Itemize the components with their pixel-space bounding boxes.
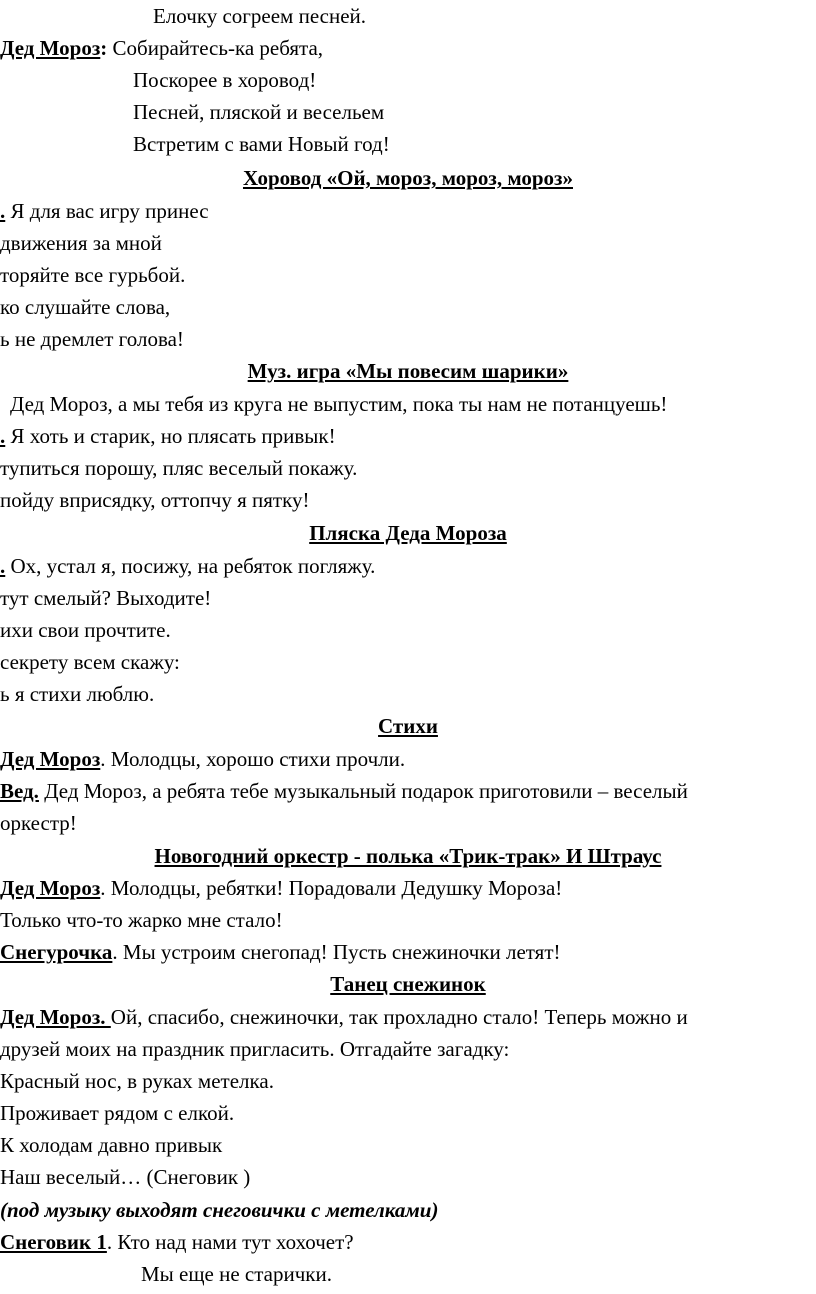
line-text: Ох, устал я, посижу, на ребяток погляжу. bbox=[5, 554, 376, 578]
speaker-name: Дед Мороз bbox=[0, 876, 101, 900]
dialogue-line bbox=[0, 872, 562, 904]
line-text: Дед Мороз, а мы тебя из круга не выпустим, пока ты нам не потанцуешь! bbox=[10, 392, 668, 416]
line-text: ь я стихи люблю. bbox=[0, 682, 155, 706]
speaker-name: Вед. bbox=[0, 779, 39, 803]
line-text: ихи свои прочтите. bbox=[0, 618, 171, 642]
dialogue-line bbox=[0, 743, 405, 775]
section-heading bbox=[0, 710, 816, 742]
line-text: Красный нос, в руках метелка. bbox=[0, 1069, 274, 1093]
section-heading bbox=[0, 840, 816, 872]
verse-line bbox=[0, 484, 310, 516]
speaker-name: Снеговик 1 bbox=[0, 1230, 107, 1254]
heading-text: Пляска Деда Мороза bbox=[309, 521, 507, 545]
line-text: . Мы устроим снегопад! Пусть снежиночки летят! bbox=[112, 940, 561, 964]
line-text: Песней, пляской и весельем bbox=[133, 100, 385, 124]
verse-line bbox=[0, 227, 162, 259]
dialogue-line bbox=[0, 1001, 688, 1033]
verse-line bbox=[0, 1065, 274, 1097]
dialogue-line bbox=[0, 775, 688, 807]
line-text: торяйте все гурьбой. bbox=[0, 263, 186, 287]
line-text: . Молодцы, хорошо стихи прочли. bbox=[100, 747, 406, 771]
verse-line bbox=[0, 582, 211, 614]
line-text: секрету всем скажу: bbox=[0, 650, 180, 674]
speaker-name: Дед Мороз. bbox=[0, 1005, 111, 1029]
dialogue-line bbox=[0, 195, 209, 227]
verse-line bbox=[0, 904, 283, 936]
line-text: Я для вас игру принес bbox=[5, 199, 209, 223]
line-text: Дед Мороз, а ребята тебе музыкальный подарок приготовили – веселый bbox=[38, 779, 688, 803]
heading-text: Муз. игра «Мы повесим шарики» bbox=[247, 359, 569, 383]
verse-line bbox=[0, 323, 184, 355]
line-text: тут смелый? Выходите! bbox=[0, 586, 212, 610]
verse-line bbox=[0, 452, 357, 484]
verse-line bbox=[0, 1129, 222, 1161]
verse-line bbox=[0, 291, 170, 323]
line-text: оркестр! bbox=[0, 811, 77, 835]
section-heading bbox=[0, 968, 816, 1000]
section-heading bbox=[0, 162, 816, 194]
heading-text: Стихи bbox=[378, 714, 438, 738]
verse-line bbox=[0, 678, 154, 710]
verse-line bbox=[133, 64, 316, 96]
line-text: Встретим с вами Новый год! bbox=[133, 132, 390, 156]
verse-line bbox=[0, 807, 77, 839]
verse-line bbox=[133, 128, 390, 160]
line-text: ь не дремлет голова! bbox=[0, 327, 184, 351]
line-text: . Молодцы, ребятки! Порадовали Дедушку Мороза! bbox=[100, 876, 563, 900]
stage-direction bbox=[0, 1194, 438, 1226]
line-text: ко слушайте слова, bbox=[0, 295, 171, 319]
line-text: . Кто над нами тут хохочет? bbox=[106, 1230, 354, 1254]
line-text: Ой, спасибо, снежиночки, так прохладно стало! Теперь можно и bbox=[110, 1005, 688, 1029]
dialogue-line bbox=[0, 420, 336, 452]
speaker-colon: : bbox=[100, 36, 108, 60]
line-text: К холодам давно привык bbox=[0, 1133, 223, 1157]
speaker-name: Снегурочка bbox=[0, 940, 113, 964]
line-text: друзей моих на праздник пригласить. Отгадайте загадку: bbox=[0, 1037, 510, 1061]
speaker-name: Дед Мороз bbox=[0, 747, 101, 771]
line-text: тупиться порошу, пляс веселый покажу. bbox=[0, 456, 358, 480]
section-heading bbox=[0, 355, 816, 387]
speaker-name: Дед Мороз bbox=[0, 36, 101, 60]
dialogue-line bbox=[0, 1226, 354, 1258]
line-text: Собирайтесь-ка ребята, bbox=[107, 36, 324, 60]
line-text: Мы еще не старички. bbox=[141, 1262, 332, 1286]
verse-line bbox=[0, 1161, 250, 1193]
dialogue-line bbox=[0, 550, 375, 582]
line-text: Я хоть и старик, но плясать привык! bbox=[5, 424, 336, 448]
speaker-fragment: . bbox=[0, 554, 6, 578]
line-text: Проживает рядом с елкой. bbox=[0, 1101, 235, 1125]
heading-text: Танец снежинок bbox=[330, 972, 486, 996]
verse-line bbox=[0, 259, 185, 291]
heading-text: Новогодний оркестр - полька «Трик-трак» И Штраус bbox=[154, 844, 662, 868]
verse-line bbox=[0, 614, 171, 646]
verse-line bbox=[0, 646, 180, 678]
verse-line bbox=[0, 1097, 234, 1129]
verse-line bbox=[0, 1033, 509, 1065]
verse-line bbox=[133, 96, 384, 128]
speaker-fragment: . bbox=[0, 424, 6, 448]
line-text: Поскорее в хоровод! bbox=[133, 68, 317, 92]
dialogue-line bbox=[0, 388, 667, 420]
dialogue-line bbox=[0, 32, 323, 64]
line-text: Наш веселый… (Снеговик ) bbox=[0, 1165, 251, 1189]
line-text: пойду вприсядку, оттопчу я пятку! bbox=[0, 488, 310, 512]
speaker-fragment: . bbox=[0, 199, 6, 223]
heading-text: Хоровод «Ой, мороз, мороз, мороз» bbox=[242, 166, 573, 190]
verse-line bbox=[141, 1258, 332, 1290]
section-heading bbox=[0, 517, 816, 549]
stage-direction-text: (под музыку выходят снеговички с метелками) bbox=[0, 1198, 439, 1222]
line-text: Только что-то жарко мне стало! bbox=[0, 908, 283, 932]
line-text: Елочку согреем песней. bbox=[153, 4, 367, 28]
verse-line bbox=[153, 0, 366, 32]
line-text: движения за мной bbox=[0, 231, 162, 255]
dialogue-line bbox=[0, 936, 561, 968]
